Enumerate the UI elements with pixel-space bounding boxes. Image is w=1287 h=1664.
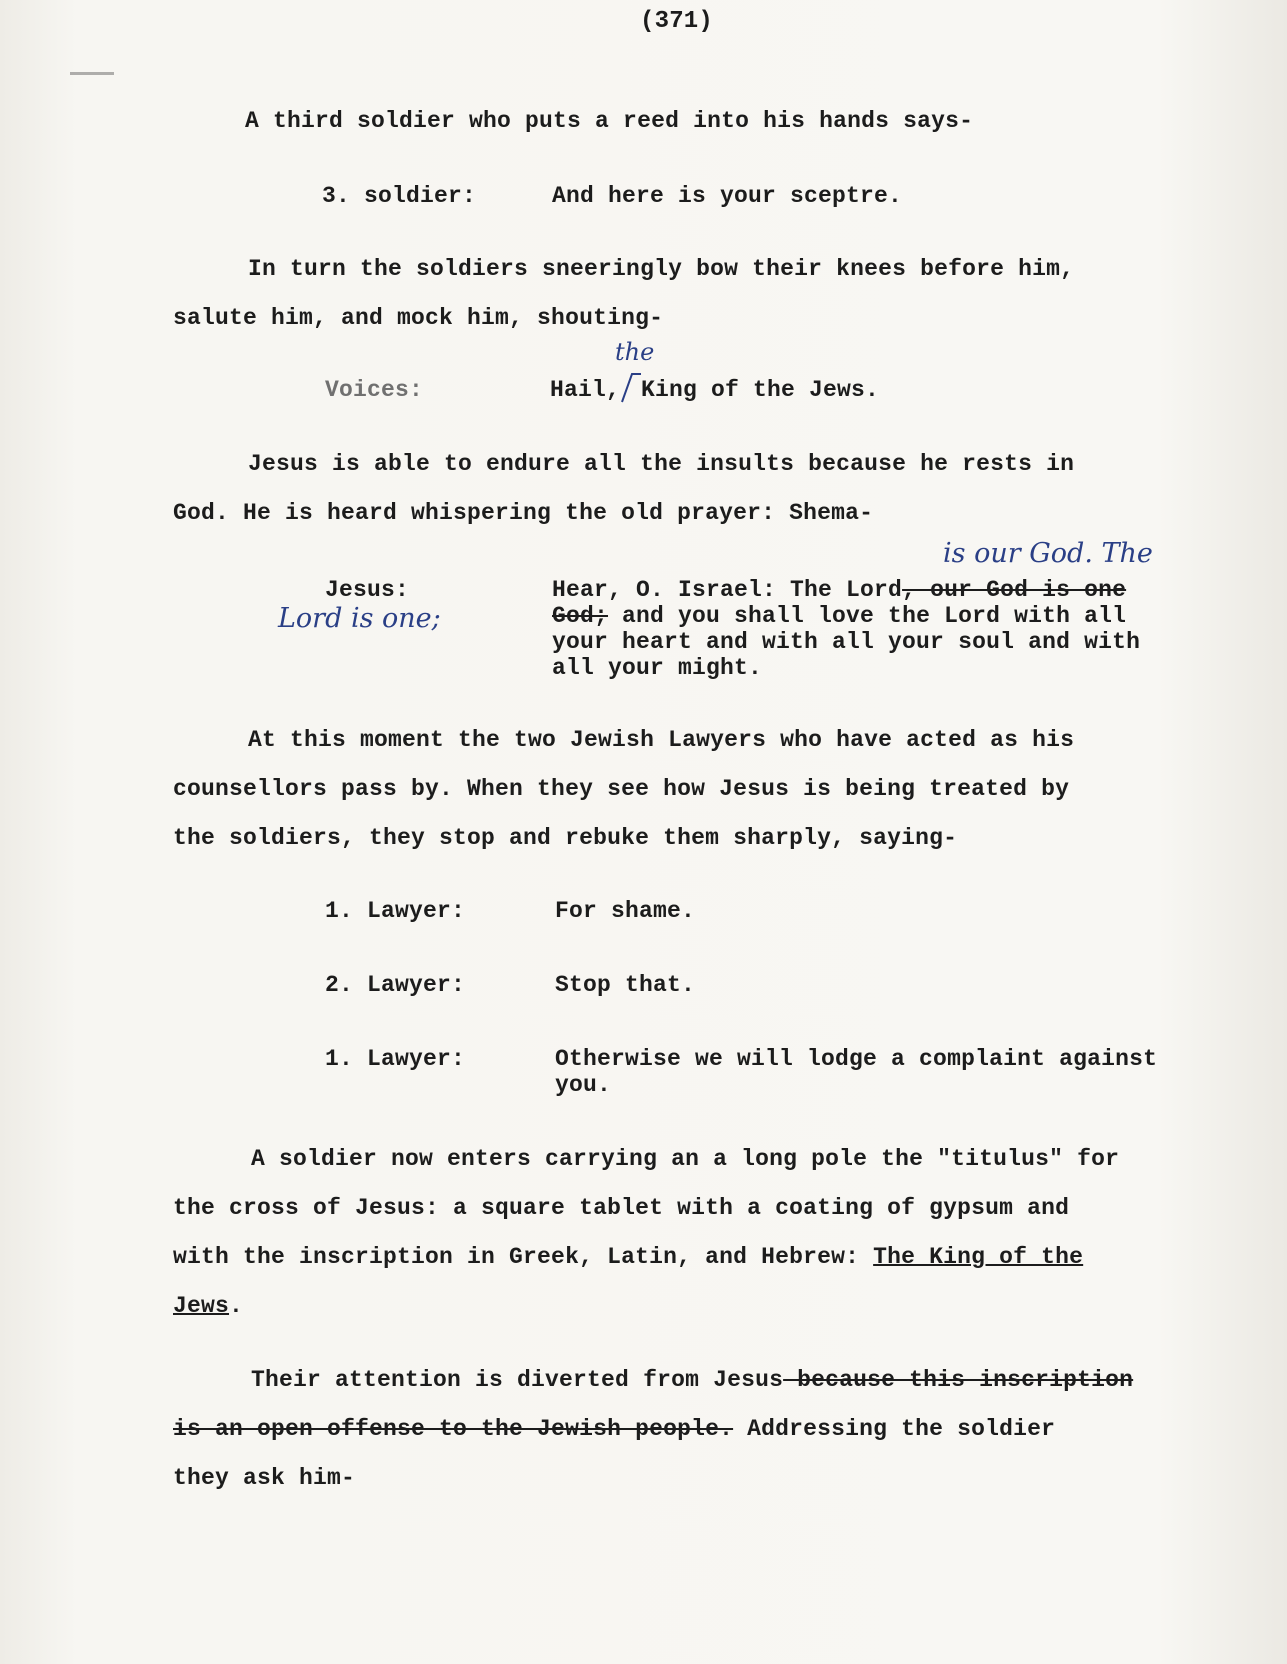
dialogue-line: For shame. — [555, 898, 696, 924]
paragraph-line — [173, 1244, 1083, 1270]
paragraph-line: A third soldier who puts a reed into his hands says- — [245, 108, 974, 134]
dialogue-speaker: 3. soldier: — [322, 183, 477, 209]
dialogue-line: Otherwise we will lodge a complaint against — [555, 1046, 1158, 1072]
dialogue-speaker: Jesus: — [325, 577, 410, 603]
dialogue-line: your heart and with all your soul and with — [552, 629, 1141, 655]
dialogue-speaker: 2. Lawyer: — [325, 972, 466, 998]
dialogue-line: all your might. — [552, 655, 763, 681]
dialogue-speaker: 1. Lawyer: — [325, 1046, 466, 1072]
paragraph-line: they ask him- — [173, 1465, 356, 1491]
text-segment: and you shall love the Lord with all — [608, 603, 1127, 629]
handwritten-insertion: is our God. The — [943, 538, 1153, 569]
paragraph-line — [251, 1367, 1133, 1393]
dialogue-line: Stop that. — [555, 972, 696, 998]
text-segment: Their attention is diverted from Jesus — [251, 1367, 784, 1393]
struck-text: , our God is one — [902, 577, 1127, 603]
dialogue-line: And here is your sceptre. — [552, 183, 903, 209]
underlined-title: Jews — [173, 1293, 230, 1319]
paragraph-line: the cross of Jesus: a square tablet with a coating of gypsum and — [173, 1195, 1070, 1221]
text-segment: Hear, O. Israel: The Lord — [552, 577, 903, 603]
page-number: (371) — [640, 8, 714, 35]
dialogue-line — [552, 603, 1126, 629]
paragraph-line: salute him, and mock him, shouting- — [173, 305, 664, 331]
paragraph-line: A soldier now enters carrying an a long pole the "titulus" for — [251, 1146, 1120, 1172]
struck-text: God; — [552, 603, 609, 629]
paragraph-line: counsellors pass by. When they see how Jesus is being treated by — [173, 776, 1070, 802]
text-segment: with the inscription in Greek, Latin, and Hebrew: — [173, 1244, 874, 1270]
paragraph-line: God. He is heard whispering the old prayer: Shema- — [173, 500, 874, 526]
dialogue-line: Hail, — [550, 377, 621, 403]
dialogue-speaker: 1. Lawyer: — [325, 898, 466, 924]
dialogue-speaker: Voices: — [325, 377, 424, 403]
margin-mark — [70, 72, 114, 75]
caret-insert-icon — [620, 368, 642, 404]
struck-text: because this inscription — [783, 1367, 1134, 1393]
paragraph-line — [173, 1416, 1055, 1442]
struck-text: is an open offense to the Jewish people. — [173, 1416, 734, 1442]
paragraph-line: In turn the soldiers sneeringly bow their knees before him, — [248, 256, 1075, 282]
handwritten-insertion: the — [615, 338, 655, 366]
dialogue-line: you. — [555, 1072, 612, 1098]
dialogue-line — [552, 577, 1126, 603]
paragraph-line: At this moment the two Jewish Lawyers who have acted as his — [248, 727, 1075, 753]
handwritten-insertion: Lord is one; — [278, 603, 441, 634]
paragraph-line: Jesus is able to endure all the insults because he rests in — [248, 451, 1075, 477]
underlined-title: The King of the — [873, 1244, 1084, 1270]
text-segment: Addressing the soldier — [733, 1416, 1056, 1442]
paragraph-line: the soldiers, they stop and rebuke them sharply, saying- — [173, 825, 958, 851]
paragraph-line — [173, 1293, 243, 1319]
text-segment: . — [229, 1293, 244, 1319]
dialogue-line: King of the Jews. — [641, 377, 880, 403]
